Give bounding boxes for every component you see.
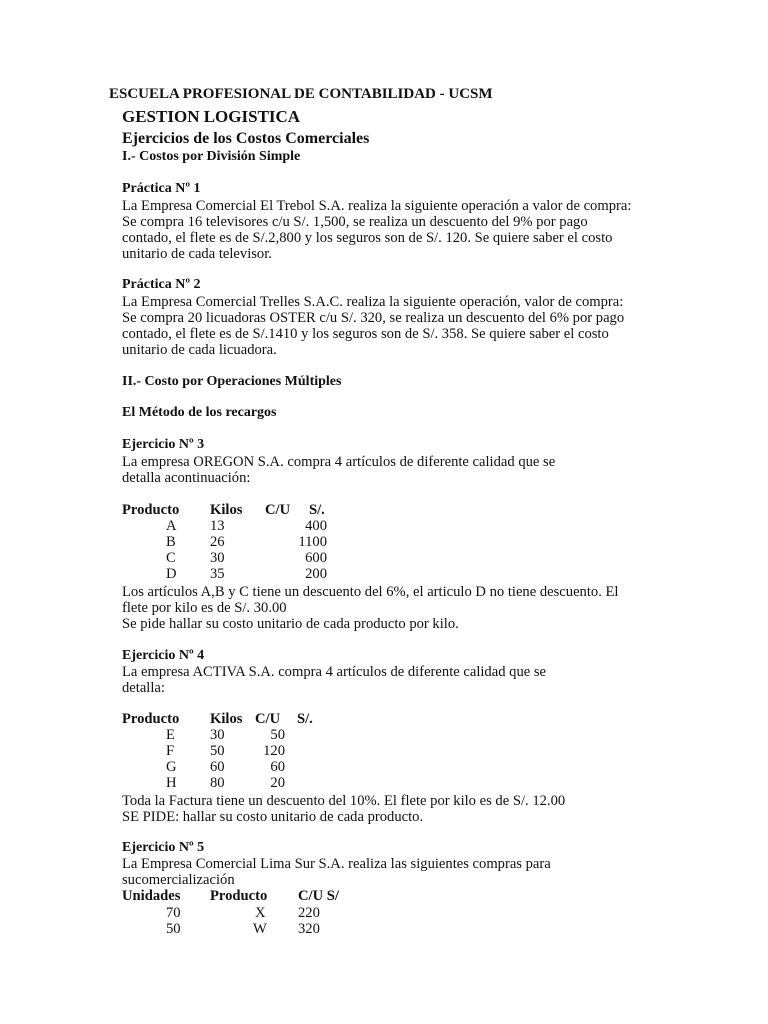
table-cell-cu: 50 — [270, 727, 285, 743]
table-cell-kilos: 80 — [210, 775, 225, 791]
page-subtitle: Ejercicios de los Costos Comerciales — [122, 130, 370, 147]
table-cell-kilos: 35 — [210, 566, 225, 582]
ejercicio-3-note: Los artículos A,B y C tiene un descuento del 6%, el articulo D no tiene descuento. El — [122, 584, 619, 600]
practica-2-line: Se compra 20 licuadoras OSTER c/u S/. 320, se realiza un descuento del 6% por pago — [122, 310, 625, 326]
ejercicio-4-intro: detalla: — [122, 680, 165, 696]
table-header-producto: Producto — [210, 888, 268, 904]
table-cell-producto: W — [253, 921, 267, 937]
ejercicio-4-note: Toda la Factura tiene un descuento del 10%. El flete por kilo es de S/. 12.00 — [122, 793, 566, 809]
table-cell-producto: A — [166, 518, 177, 534]
table-cell-kilos: 50 — [210, 743, 225, 759]
practica-2-line: contado, el flete es de S/.1410 y los seguros son de S/. 358. Se quiere saber el costo — [122, 326, 609, 342]
table-cell-kilos: 60 — [210, 759, 225, 775]
table-header-cu: C/U S/ — [298, 888, 339, 904]
table-cell-producto: F — [166, 743, 175, 759]
practica-2-line: La Empresa Comercial Trelles S.A.C. realiza la siguiente operación, valor de compra: — [122, 294, 624, 310]
table-cell-producto: D — [166, 566, 177, 582]
table-cell-unidades: 70 — [166, 905, 181, 921]
table-cell-producto: X — [255, 905, 266, 921]
table-header-kilos: Kilos — [210, 502, 243, 518]
table-cell-cu: 120 — [263, 743, 285, 759]
table-header-soles: S/. — [309, 502, 325, 518]
table-cell-producto: G — [166, 759, 177, 775]
course-title: GESTION LOGISTICA — [122, 107, 301, 126]
section-2-heading: II.- Costo por Operaciones Múltiples — [122, 374, 342, 389]
table-cell-kilos: 30 — [210, 550, 225, 566]
practica-1-line: Se compra 16 televisores c/u S/. 1,500, se realiza un descuento del 9% por pago — [122, 214, 588, 230]
table-header-cu: C/U — [265, 502, 291, 518]
ejercicio-4-note: SE PIDE: hallar su costo unitario de cada producto. — [122, 809, 424, 825]
metodo-heading: El Método de los recargos — [122, 405, 277, 420]
table-cell-cu: 200 — [305, 566, 327, 582]
table-cell-producto: B — [166, 534, 176, 550]
practica-2-line: unitario de cada licuadora. — [122, 342, 277, 358]
table-cell-kilos: 30 — [210, 727, 225, 743]
table-cell-cu: 400 — [305, 518, 327, 534]
table-cell-cu: 20 — [270, 775, 285, 791]
ejercicio-4-title: Ejercicio Nº 4 — [122, 648, 205, 663]
table-header-producto: Producto — [122, 711, 180, 727]
table-header-cu: C/U — [255, 711, 281, 727]
practica-1-line: La Empresa Comercial El Trebol S.A. realiza la siguiente operación a valor de compra: — [122, 198, 632, 214]
practica-1-line: unitario de cada televisor. — [122, 246, 272, 262]
ejercicio-3-intro: detalla acontinuación: — [122, 470, 251, 486]
ejercicio-4-intro: La empresa ACTIVA S.A. compra 4 artículos de diferente calidad que se — [122, 664, 547, 680]
table-cell-cu: 600 — [305, 550, 327, 566]
practica-1-title: Práctica Nº 1 — [122, 181, 201, 196]
table-cell-kilos: 13 — [210, 518, 225, 534]
ejercicio-5-intro: sucomercialización — [122, 872, 235, 888]
ejercicio-3-intro: La empresa OREGON S.A. compra 4 artículos de diferente calidad que se — [122, 454, 556, 470]
ejercicio-3-note: flete por kilo es de S/. 30.00 — [122, 600, 287, 616]
ejercicio-5-title: Ejercicio Nº 5 — [122, 840, 205, 855]
section-1-heading: I.- Costos por División Simple — [122, 149, 301, 164]
table-cell-producto: H — [166, 775, 177, 791]
practica-2-title: Práctica Nº 2 — [122, 277, 201, 292]
table-cell-kilos: 26 — [210, 534, 225, 550]
table-header-soles: S/. — [297, 711, 313, 727]
ejercicio-3-note: Se pide hallar su costo unitario de cada producto por kilo. — [122, 616, 459, 632]
ejercicio-3-title: Ejercicio Nº 3 — [122, 437, 205, 452]
ejercicio-5-intro: La Empresa Comercial Lima Sur S.A. realiza las siguientes compras para — [122, 856, 551, 872]
table-cell-unidades: 50 — [166, 921, 181, 937]
table-cell-cu: 60 — [270, 759, 285, 775]
table-cell-cu: 1100 — [298, 534, 327, 550]
table-header-producto: Producto — [122, 502, 180, 518]
table-header-kilos: Kilos — [210, 711, 243, 727]
table-cell-cu: 220 — [298, 905, 320, 921]
practica-1-line: contado, el flete es de S/.2,800 y los seguros son de S/. 120. Se quiere saber el costo — [122, 230, 613, 246]
table-cell-cu: 320 — [298, 921, 320, 937]
table-cell-producto: E — [166, 727, 175, 743]
school-title: ESCUELA PROFESIONAL DE CONTABILIDAD - UCSM — [109, 86, 493, 102]
table-header-unidades: Unidades — [122, 888, 181, 904]
table-cell-producto: C — [166, 550, 176, 566]
